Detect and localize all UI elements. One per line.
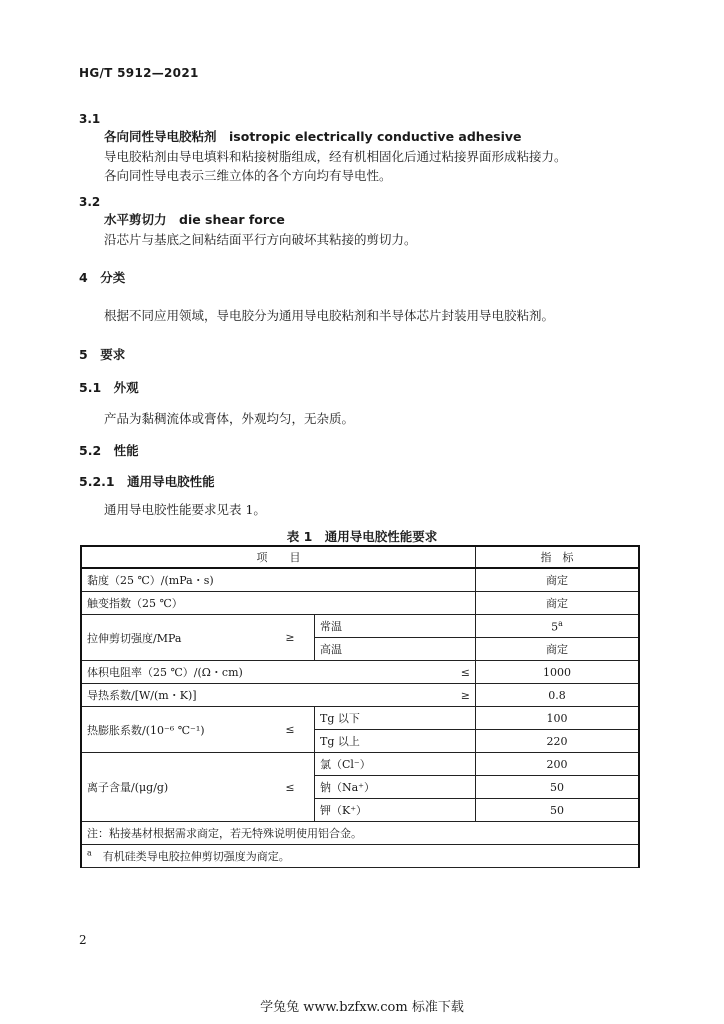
requirements-table bbox=[80, 545, 640, 868]
header-item: 项 目 bbox=[81, 546, 476, 568]
ion-value-potassium: 50 bbox=[476, 799, 640, 822]
resistivity-symbol: ≤ bbox=[315, 661, 476, 684]
site-watermark: 学兔兔 www.bzfxw.com 标准下载 bbox=[260, 1000, 464, 1015]
header-value: 指 标 bbox=[476, 546, 640, 568]
shear-value-high: 商定 bbox=[476, 638, 640, 661]
table-row bbox=[81, 661, 639, 684]
term-title-3-2: 水平剪切力 die shear force bbox=[104, 212, 285, 227]
section-heading-5: 5 要求 bbox=[79, 347, 126, 362]
clause-number-3-1: 3.1 bbox=[79, 112, 101, 126]
shear-sub-high: 高温 bbox=[315, 638, 476, 661]
thermal-conductivity-label: 导热系数/[W/(m・K)] bbox=[81, 684, 315, 707]
page-number: 2 bbox=[79, 933, 87, 947]
ion-sub-sodium: 钠（Na⁺） bbox=[315, 776, 476, 799]
table-caption bbox=[0, 527, 724, 545]
expansion-sub-below: Tg 以下 bbox=[315, 707, 476, 730]
table-row bbox=[81, 684, 639, 707]
resistivity-value: 1000 bbox=[476, 661, 640, 684]
shear-strength-label: 拉伸剪切强度/MPa bbox=[81, 615, 266, 661]
section-5-2-1-text: 通用导电胶性能要求见表 1。 bbox=[104, 502, 266, 517]
table-row bbox=[81, 753, 639, 776]
ion-content-symbol: ≤ bbox=[266, 753, 315, 822]
expansion-label: 热膨胀系数/(10⁻⁶ ℃⁻¹) bbox=[81, 707, 266, 753]
shear-value-normal-number: 5 bbox=[551, 620, 559, 634]
table-caption-title: 通用导电胶性能要求 bbox=[324, 529, 438, 544]
shear-value-normal bbox=[476, 615, 640, 638]
ion-sub-chloride: 氯（Cl⁻） bbox=[315, 753, 476, 776]
viscosity-value: 商定 bbox=[476, 568, 640, 592]
section-heading-5-2: 5.2 性能 bbox=[79, 443, 139, 458]
expansion-symbol: ≤ bbox=[266, 707, 315, 753]
table-header-row bbox=[81, 546, 639, 568]
standard-number: HG/T 5912—2021 bbox=[79, 66, 199, 80]
ion-value-chloride: 200 bbox=[476, 753, 640, 776]
shear-footnote-mark: a bbox=[558, 618, 563, 628]
thixotropy-value: 商定 bbox=[476, 592, 640, 615]
definition-3-1-line1: 导电胶粘剂由导电填料和粘接树脂组成，经有机相固化后通过粘接界面形成粘接力。 bbox=[104, 149, 567, 164]
section-5-1-text: 产品为黏稠流体或膏体，外观均匀，无杂质。 bbox=[104, 411, 355, 426]
section-heading-5-1: 5.1 外观 bbox=[79, 380, 139, 395]
clause-number-3-2: 3.2 bbox=[79, 195, 101, 209]
table-row bbox=[81, 615, 639, 638]
table-note: 注：粘接基材根据需求商定，若无特殊说明使用铝合金。 bbox=[81, 822, 639, 845]
resistivity-label: 体积电阻率（25 ℃）/(Ω・cm) bbox=[81, 661, 315, 684]
viscosity-label: 黏度（25 ℃）/(mPa・s) bbox=[81, 568, 476, 592]
shear-strength-symbol: ≥ bbox=[266, 615, 315, 661]
ion-value-sodium: 50 bbox=[476, 776, 640, 799]
section-heading-5-2-1: 5.2.1 通用导电胶性能 bbox=[79, 474, 215, 489]
footnote-text: 有机硅类导电胶拉伸剪切强度为商定。 bbox=[102, 850, 290, 863]
ion-content-label: 离子含量/(μg/g) bbox=[81, 753, 266, 822]
expansion-value-above: 220 bbox=[476, 730, 640, 753]
expansion-sub-above: Tg 以上 bbox=[315, 730, 476, 753]
thixotropy-label: 触变指数（25 ℃） bbox=[81, 592, 476, 615]
table-row bbox=[81, 707, 639, 730]
table-row bbox=[81, 568, 639, 592]
thermal-conductivity-value: 0.8 bbox=[476, 684, 640, 707]
thermal-conductivity-symbol: ≥ bbox=[315, 684, 476, 707]
table-caption-number: 表 1 bbox=[286, 529, 313, 544]
section-4-text: 根据不同应用领域，导电胶分为通用导电胶粘剂和半导体芯片封装用导电胶粘剂。 bbox=[104, 308, 555, 323]
section-heading-4: 4 分类 bbox=[79, 270, 126, 285]
expansion-value-below: 100 bbox=[476, 707, 640, 730]
term-title-3-1: 各向同性导电胶粘剂 isotropic electrically conductive adhesive bbox=[104, 129, 522, 144]
table-note-row bbox=[81, 822, 639, 845]
table-row bbox=[81, 592, 639, 615]
ion-sub-potassium: 钾（K⁺） bbox=[315, 799, 476, 822]
shear-sub-normal: 常温 bbox=[315, 615, 476, 638]
table-footnote bbox=[81, 845, 639, 868]
table-footnote-row bbox=[81, 845, 639, 868]
footnote-mark: a bbox=[87, 848, 92, 858]
definition-3-2: 沿芯片与基底之间粘结面平行方向破坏其粘接的剪切力。 bbox=[104, 232, 417, 247]
definition-3-1-line2: 各向同性导电表示三维立体的各个方向均有导电性。 bbox=[104, 168, 392, 183]
